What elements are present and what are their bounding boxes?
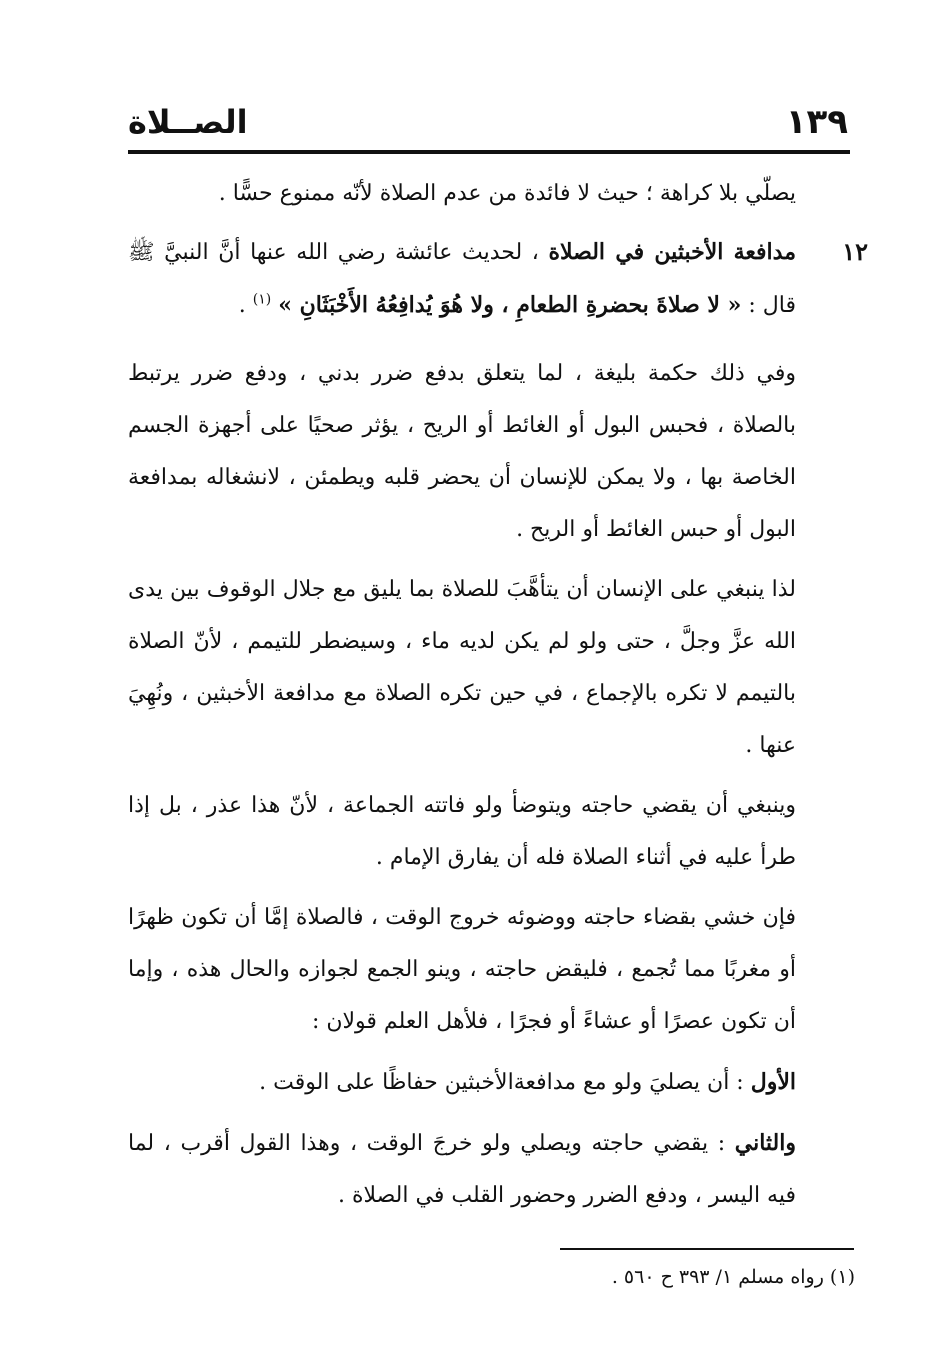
footnote-rule bbox=[560, 1248, 854, 1250]
paragraph-relief: وينبغي أن يقضي حاجته ويتوضأ ولو فاتته الجماعة ، لأنّ هذا عذر ، بل إذا طرأ عليه في أثناء الصلاة فله أن يفارق الإمام . bbox=[128, 793, 796, 870]
footnote: (١) رواه مسلم ١/ ٣٩٣ ح ٥٦٠ . bbox=[611, 1266, 855, 1288]
running-title: الصــلاة bbox=[128, 103, 248, 141]
first-opinion-text: : أن يصليَ ولو مع مدافعةالأخبثين حفاظًا على الوقت . bbox=[259, 1070, 744, 1095]
page-header bbox=[128, 98, 848, 146]
first-opinion-label: الأول bbox=[750, 1069, 796, 1095]
paragraph-second-opinion bbox=[128, 1117, 796, 1222]
paragraph-intro: يصلّي بلا كراهة ؛ حيث لا فائدة من عدم الصلاة لأنّه ممنوع حسًّا . bbox=[218, 181, 796, 206]
body-text bbox=[128, 168, 868, 1230]
paragraph-time-concern: فإن خشي بقضاء حاجته ووضوئه خروج الوقت ، فالصلاة إمَّا أن تكون ظهرًا أو مغربًا مما تُجمع ، فليقض حاجته ، وينو الجمع لجوازه والحال هذه ، وإما أن تكون عصرًا أو عشاءً أو فجرًا ، فلأهل العلم قولان : bbox=[128, 905, 796, 1034]
paragraph-preparation: لذا ينبغي على الإنسان أن يتأهَّبَ للصلاة بما يليق مع جلال الوقوف بين يدى الله عزَّ وجلَّ ، حتى ولو لم يكن لديه ماء ، وسيضطر للتيمم ، لأنّ الصلاة بالتيمم لا تكره بالإجماع ، في حين تكره الصلاة مع مدافعة الأخبثين ، ونُهِيَ عنها . bbox=[128, 577, 796, 758]
item-heading: مدافعة الأخبثين في الصلاة bbox=[548, 239, 796, 265]
paragraph-wisdom: وفي ذلك حكمة بليغة ، لما يتعلق بدفع ضرر بدني ، ودفع ضرر يرتبط بالصلاة ، فحبس البول أو الغائط أو الريح ، يؤثر صحيًا على أجهزة الجسم الخاصة بها ، ولا يمكن للإنسان أن يحضر قلبه ويطمئن ، لانشغاله بمدافعة البول أو حبس الغائط أو الريح . bbox=[128, 361, 796, 542]
header-rule bbox=[128, 150, 850, 154]
numbered-item-12 bbox=[128, 226, 868, 332]
footnote-reference: (١) bbox=[252, 291, 272, 308]
page-number: ١٣٩ bbox=[785, 102, 848, 142]
hadith-quote: « لا صلاةَ بحضرةِ الطعامِ ، ولا هُوَ يُدافِعُهُ الأَخْبَثَانِ » bbox=[278, 292, 742, 318]
second-opinion-label: والثاني bbox=[734, 1130, 796, 1156]
item-end: . bbox=[238, 293, 246, 318]
item-number: ١٢ bbox=[842, 237, 868, 266]
second-opinion-text: : يقضي حاجته ويصلي ولو خرجَ الوقت ، وهذا القول أقرب ، لما فيه اليسر ، ودفع الضرر وحضور القلب في الصلاة . bbox=[128, 1131, 796, 1208]
paragraph-first-opinion bbox=[128, 1056, 796, 1109]
item-text: ، لحديث عائشة رضي الله عنها أنَّ النبيَّ ﷺ قال : bbox=[128, 240, 796, 318]
